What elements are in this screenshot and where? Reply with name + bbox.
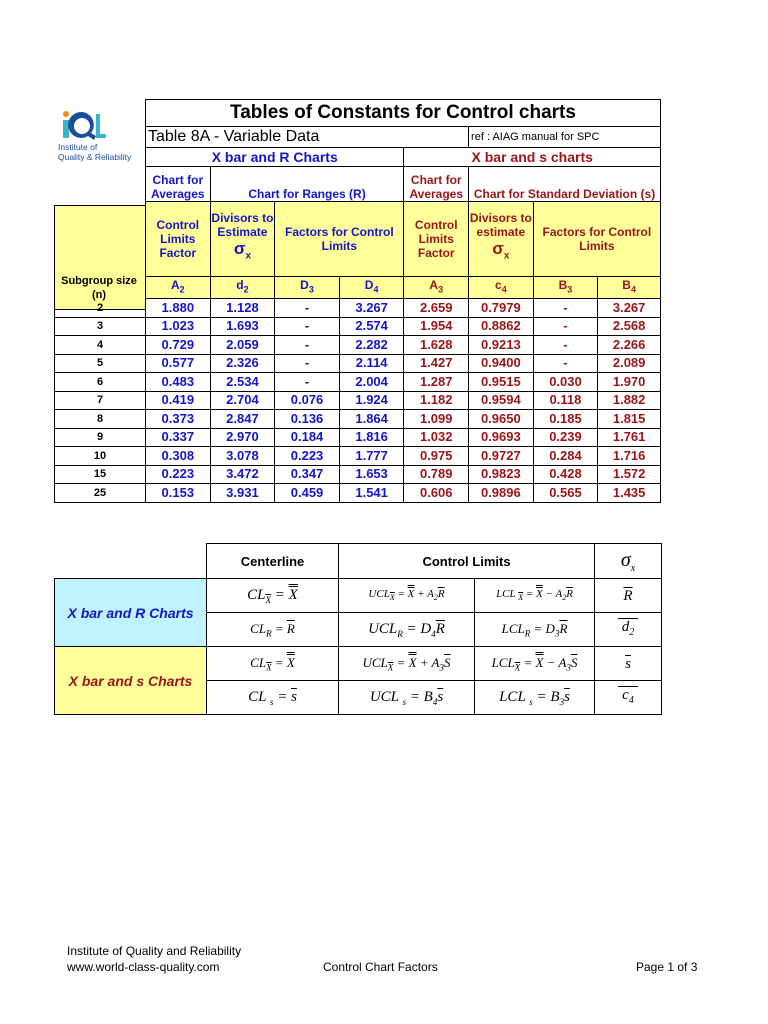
value-cell: 2.326 bbox=[210, 354, 275, 373]
constants-body bbox=[146, 299, 661, 503]
table-row bbox=[146, 465, 661, 484]
value-cell: 3.472 bbox=[210, 465, 275, 484]
value-cell: 0.153 bbox=[146, 484, 211, 503]
value-cell: - bbox=[533, 299, 598, 318]
value-cell: 2.534 bbox=[210, 373, 275, 392]
sigma-r-formula: $\overline{R}$ bbox=[595, 579, 662, 613]
value-cell: 1.970 bbox=[598, 373, 661, 392]
control-limits-factor-r: Control Limits Factor bbox=[146, 202, 211, 277]
value-cell: 1.099 bbox=[404, 410, 469, 429]
value-cell: 0.239 bbox=[533, 428, 598, 447]
value-cell: 0.483 bbox=[146, 373, 211, 392]
value-cell: 0.428 bbox=[533, 465, 598, 484]
symbol-d2: $d_2$ bbox=[210, 277, 275, 299]
group-xbar-s: X bar and s charts bbox=[404, 148, 661, 167]
value-cell: 1.541 bbox=[339, 484, 404, 503]
chart-for-std: Chart for Standard Deviation (s) bbox=[469, 167, 661, 202]
subgroup-size-cell: 15 bbox=[54, 465, 145, 484]
value-cell: 3.267 bbox=[339, 299, 404, 318]
subgroup-size-label: Subgroup size (n) bbox=[61, 275, 137, 301]
value-cell: 0.347 bbox=[275, 465, 340, 484]
value-cell: 0.9594 bbox=[469, 391, 534, 410]
value-cell: 0.9896 bbox=[469, 484, 534, 503]
chart-for-averages-r: Chart for Averages bbox=[146, 167, 211, 202]
cl-s-formula: CL $_s = \overline{s}$ bbox=[207, 681, 339, 715]
subgroup-size-cell: 5 bbox=[54, 354, 145, 373]
table-row bbox=[146, 447, 661, 466]
value-cell: 0.577 bbox=[146, 354, 211, 373]
value-cell: 1.924 bbox=[339, 391, 404, 410]
value-cell: 3.267 bbox=[598, 299, 661, 318]
iqr-logo bbox=[58, 108, 148, 168]
table-row bbox=[146, 336, 661, 355]
value-cell: 0.118 bbox=[533, 391, 598, 410]
value-cell: 1.287 bbox=[404, 373, 469, 392]
value-cell: 2.970 bbox=[210, 428, 275, 447]
ucl-xbar-r-formula: $UCL_{\overline{X}} = X + A_2\overline{R}$ bbox=[339, 579, 475, 613]
value-cell: - bbox=[533, 317, 598, 336]
value-cell: 0.729 bbox=[146, 336, 211, 355]
value-cell: 0.789 bbox=[404, 465, 469, 484]
table-title: Tables of Constants for Control charts bbox=[146, 100, 661, 127]
table-row bbox=[146, 299, 661, 318]
symbol-b3: $B_3$ bbox=[533, 277, 598, 299]
value-cell: 1.182 bbox=[404, 391, 469, 410]
value-cell: 2.704 bbox=[210, 391, 275, 410]
value-cell: 0.565 bbox=[533, 484, 598, 503]
symbol-row bbox=[146, 277, 661, 299]
value-cell: 0.076 bbox=[275, 391, 340, 410]
subgroup-size-cell: 4 bbox=[54, 336, 145, 355]
factors-control-limits-r: Factors for Control Limits bbox=[275, 202, 404, 277]
divisors-estimate-s-label: Divisors to estimate bbox=[469, 211, 532, 240]
ucl-xbar-s-formula: $UCL_{\overline{X}} = X + A_3\overline{S}$ bbox=[339, 647, 475, 681]
value-cell: 2.059 bbox=[210, 336, 275, 355]
value-cell: 0.223 bbox=[275, 447, 340, 466]
value-cell: 1.777 bbox=[339, 447, 404, 466]
table-row bbox=[146, 410, 661, 429]
logo-text-line1: Institute of bbox=[58, 142, 98, 152]
value-cell: - bbox=[275, 317, 340, 336]
value-cell: 1.653 bbox=[339, 465, 404, 484]
table-ref: ref : AIAG manual for SPC bbox=[469, 127, 661, 148]
iqr-logo-mark-icon bbox=[58, 108, 106, 142]
row-xbar-s-label: X bar and s Charts bbox=[55, 647, 207, 715]
value-cell: - bbox=[275, 336, 340, 355]
symbol-a3: $A_3$ bbox=[404, 277, 469, 299]
value-cell: 1.032 bbox=[404, 428, 469, 447]
value-cell: 0.975 bbox=[404, 447, 469, 466]
value-cell: - bbox=[275, 299, 340, 318]
ucl-s-formula: UCL $_s = B_4\overline{s}$ bbox=[339, 681, 475, 715]
divisors-estimate-r bbox=[210, 202, 275, 277]
footer-org: Institute of Quality and Reliability bbox=[67, 944, 242, 958]
value-cell: 0.459 bbox=[275, 484, 340, 503]
value-cell: 0.223 bbox=[146, 465, 211, 484]
sigma-s-denominator: $c_4$ bbox=[595, 681, 662, 715]
subgroup-size-cell: 6 bbox=[54, 373, 145, 392]
value-cell: 3.931 bbox=[210, 484, 275, 503]
table-row bbox=[146, 428, 661, 447]
value-cell: 1.954 bbox=[404, 317, 469, 336]
value-cell: 1.628 bbox=[404, 336, 469, 355]
value-cell: 0.136 bbox=[275, 410, 340, 429]
value-cell: 0.9823 bbox=[469, 465, 534, 484]
cl-xbar-r-formula: $CL_{\overline{X}} = X$ bbox=[207, 579, 339, 613]
value-cell: 2.847 bbox=[210, 410, 275, 429]
table-subtitle: Table 8A - Variable Data bbox=[146, 127, 469, 148]
table-row bbox=[146, 354, 661, 373]
value-cell: 0.7979 bbox=[469, 299, 534, 318]
footer-url[interactable]: www.world-class-quality.com bbox=[67, 960, 220, 974]
logo-text-line2: Quality & Reliability bbox=[58, 152, 132, 162]
value-cell: 1.023 bbox=[146, 317, 211, 336]
group-xbar-r: X bar and R Charts bbox=[146, 148, 404, 167]
divisors-estimate-r-label: Divisors to Estimate bbox=[211, 211, 274, 240]
constants-table bbox=[145, 99, 661, 503]
sigma-r: $\sigma_x$ bbox=[233, 239, 252, 262]
value-cell: 0.284 bbox=[533, 447, 598, 466]
value-cell: 2.659 bbox=[404, 299, 469, 318]
value-cell: 1.880 bbox=[146, 299, 211, 318]
value-cell: 1.427 bbox=[404, 354, 469, 373]
header-control-limits: Control Limits bbox=[339, 544, 595, 579]
value-cell: 2.266 bbox=[598, 336, 661, 355]
header-centerline: Centerline bbox=[207, 544, 339, 579]
value-cell: 1.864 bbox=[339, 410, 404, 429]
lcl-xbar-r-formula: LCL $_{\overline{X}} = X - A_2\overline{R}$ bbox=[475, 579, 595, 613]
control-limits-factor-s: Control Limits Factor bbox=[404, 202, 469, 277]
value-cell: 3.078 bbox=[210, 447, 275, 466]
table-row bbox=[146, 391, 661, 410]
value-cell: 1.435 bbox=[598, 484, 661, 503]
chart-for-ranges: Chart for Ranges (R) bbox=[210, 167, 404, 202]
sigma-s-formula: $\overline{s}$ bbox=[595, 647, 662, 681]
value-cell: 2.089 bbox=[598, 354, 661, 373]
symbol-b4: $B_4$ bbox=[598, 277, 661, 299]
cl-r-formula: $CL_R = \overline{R}$ bbox=[207, 613, 339, 647]
value-cell: 2.004 bbox=[339, 373, 404, 392]
value-cell: 2.282 bbox=[339, 336, 404, 355]
symbol-a2: $A_2$ bbox=[146, 277, 211, 299]
table-row bbox=[146, 373, 661, 392]
header-sigma: $\sigma_x$ bbox=[595, 544, 662, 579]
value-cell: 0.9727 bbox=[469, 447, 534, 466]
formula-header-blank bbox=[55, 544, 207, 579]
subgroup-size-cell: 8 bbox=[54, 410, 145, 429]
value-cell: 0.308 bbox=[146, 447, 211, 466]
value-cell: 1.716 bbox=[598, 447, 661, 466]
value-cell: - bbox=[533, 354, 598, 373]
value-cell: 2.568 bbox=[598, 317, 661, 336]
value-cell: 1.693 bbox=[210, 317, 275, 336]
value-cell: 0.419 bbox=[146, 391, 211, 410]
table-row bbox=[146, 484, 661, 503]
symbol-d4: $D_4$ bbox=[339, 277, 404, 299]
subgroup-size-cell: 7 bbox=[54, 391, 145, 410]
table-row bbox=[146, 317, 661, 336]
value-cell: 1.761 bbox=[598, 428, 661, 447]
footer-page: Page 1 of 3 bbox=[636, 960, 698, 974]
subgroup-size-cell: 9 bbox=[54, 428, 145, 447]
symbol-c4: $c_4$ bbox=[469, 277, 534, 299]
value-cell: - bbox=[533, 336, 598, 355]
logo-text bbox=[58, 142, 131, 162]
row-xbar-r-label: X bar and R Charts bbox=[55, 579, 207, 647]
value-cell: 2.114 bbox=[339, 354, 404, 373]
divisors-estimate-s bbox=[469, 202, 534, 277]
value-cell: 0.9515 bbox=[469, 373, 534, 392]
value-cell: 0.9693 bbox=[469, 428, 534, 447]
lcl-s-formula: LCL $_s = B_3\overline{s}$ bbox=[475, 681, 595, 715]
value-cell: 0.9213 bbox=[469, 336, 534, 355]
subgroup-size-cell: 3 bbox=[54, 317, 145, 336]
value-cell: 2.574 bbox=[339, 317, 404, 336]
symbol-d3: $D_3$ bbox=[275, 277, 340, 299]
value-cell: 0.8862 bbox=[469, 317, 534, 336]
lcl-xbar-s-formula: $LCL_{\overline{X}} = X - A_3\overline{S}$ bbox=[475, 647, 595, 681]
factors-control-limits-s: Factors for Control Limits bbox=[533, 202, 660, 277]
value-cell: 1.572 bbox=[598, 465, 661, 484]
value-cell: 0.337 bbox=[146, 428, 211, 447]
subgroup-size-cell: 10 bbox=[54, 447, 145, 466]
lcl-r-formula: $LCL_R = D_3\overline{R}$ bbox=[475, 613, 595, 647]
value-cell: 1.128 bbox=[210, 299, 275, 318]
ucl-r-formula: $UCL_R = D_4\overline{R}$ bbox=[339, 613, 475, 647]
value-cell: - bbox=[275, 373, 340, 392]
cl-xbar-s-formula: $CL_{\overline{X}} = X$ bbox=[207, 647, 339, 681]
value-cell: 1.816 bbox=[339, 428, 404, 447]
value-cell: 0.030 bbox=[533, 373, 598, 392]
formula-table bbox=[54, 543, 662, 715]
sigma-r-denominator: $d_2$ bbox=[595, 613, 662, 647]
value-cell: 0.373 bbox=[146, 410, 211, 429]
footer-doc: Control Chart Factors bbox=[323, 960, 438, 974]
value-cell: - bbox=[275, 354, 340, 373]
value-cell: 0.184 bbox=[275, 428, 340, 447]
subgroup-size-cell: 2 bbox=[54, 299, 145, 318]
value-cell: 0.9400 bbox=[469, 354, 534, 373]
value-cell: 1.815 bbox=[598, 410, 661, 429]
value-cell: 0.9650 bbox=[469, 410, 534, 429]
footer-left bbox=[67, 943, 241, 975]
sigma-s: $\sigma_x$ bbox=[492, 239, 510, 262]
value-cell: 0.606 bbox=[404, 484, 469, 503]
value-cell: 1.882 bbox=[598, 391, 661, 410]
subgroup-size-cell: 25 bbox=[54, 484, 145, 503]
chart-for-averages-s: Chart for Averages bbox=[404, 167, 469, 202]
value-cell: 0.185 bbox=[533, 410, 598, 429]
